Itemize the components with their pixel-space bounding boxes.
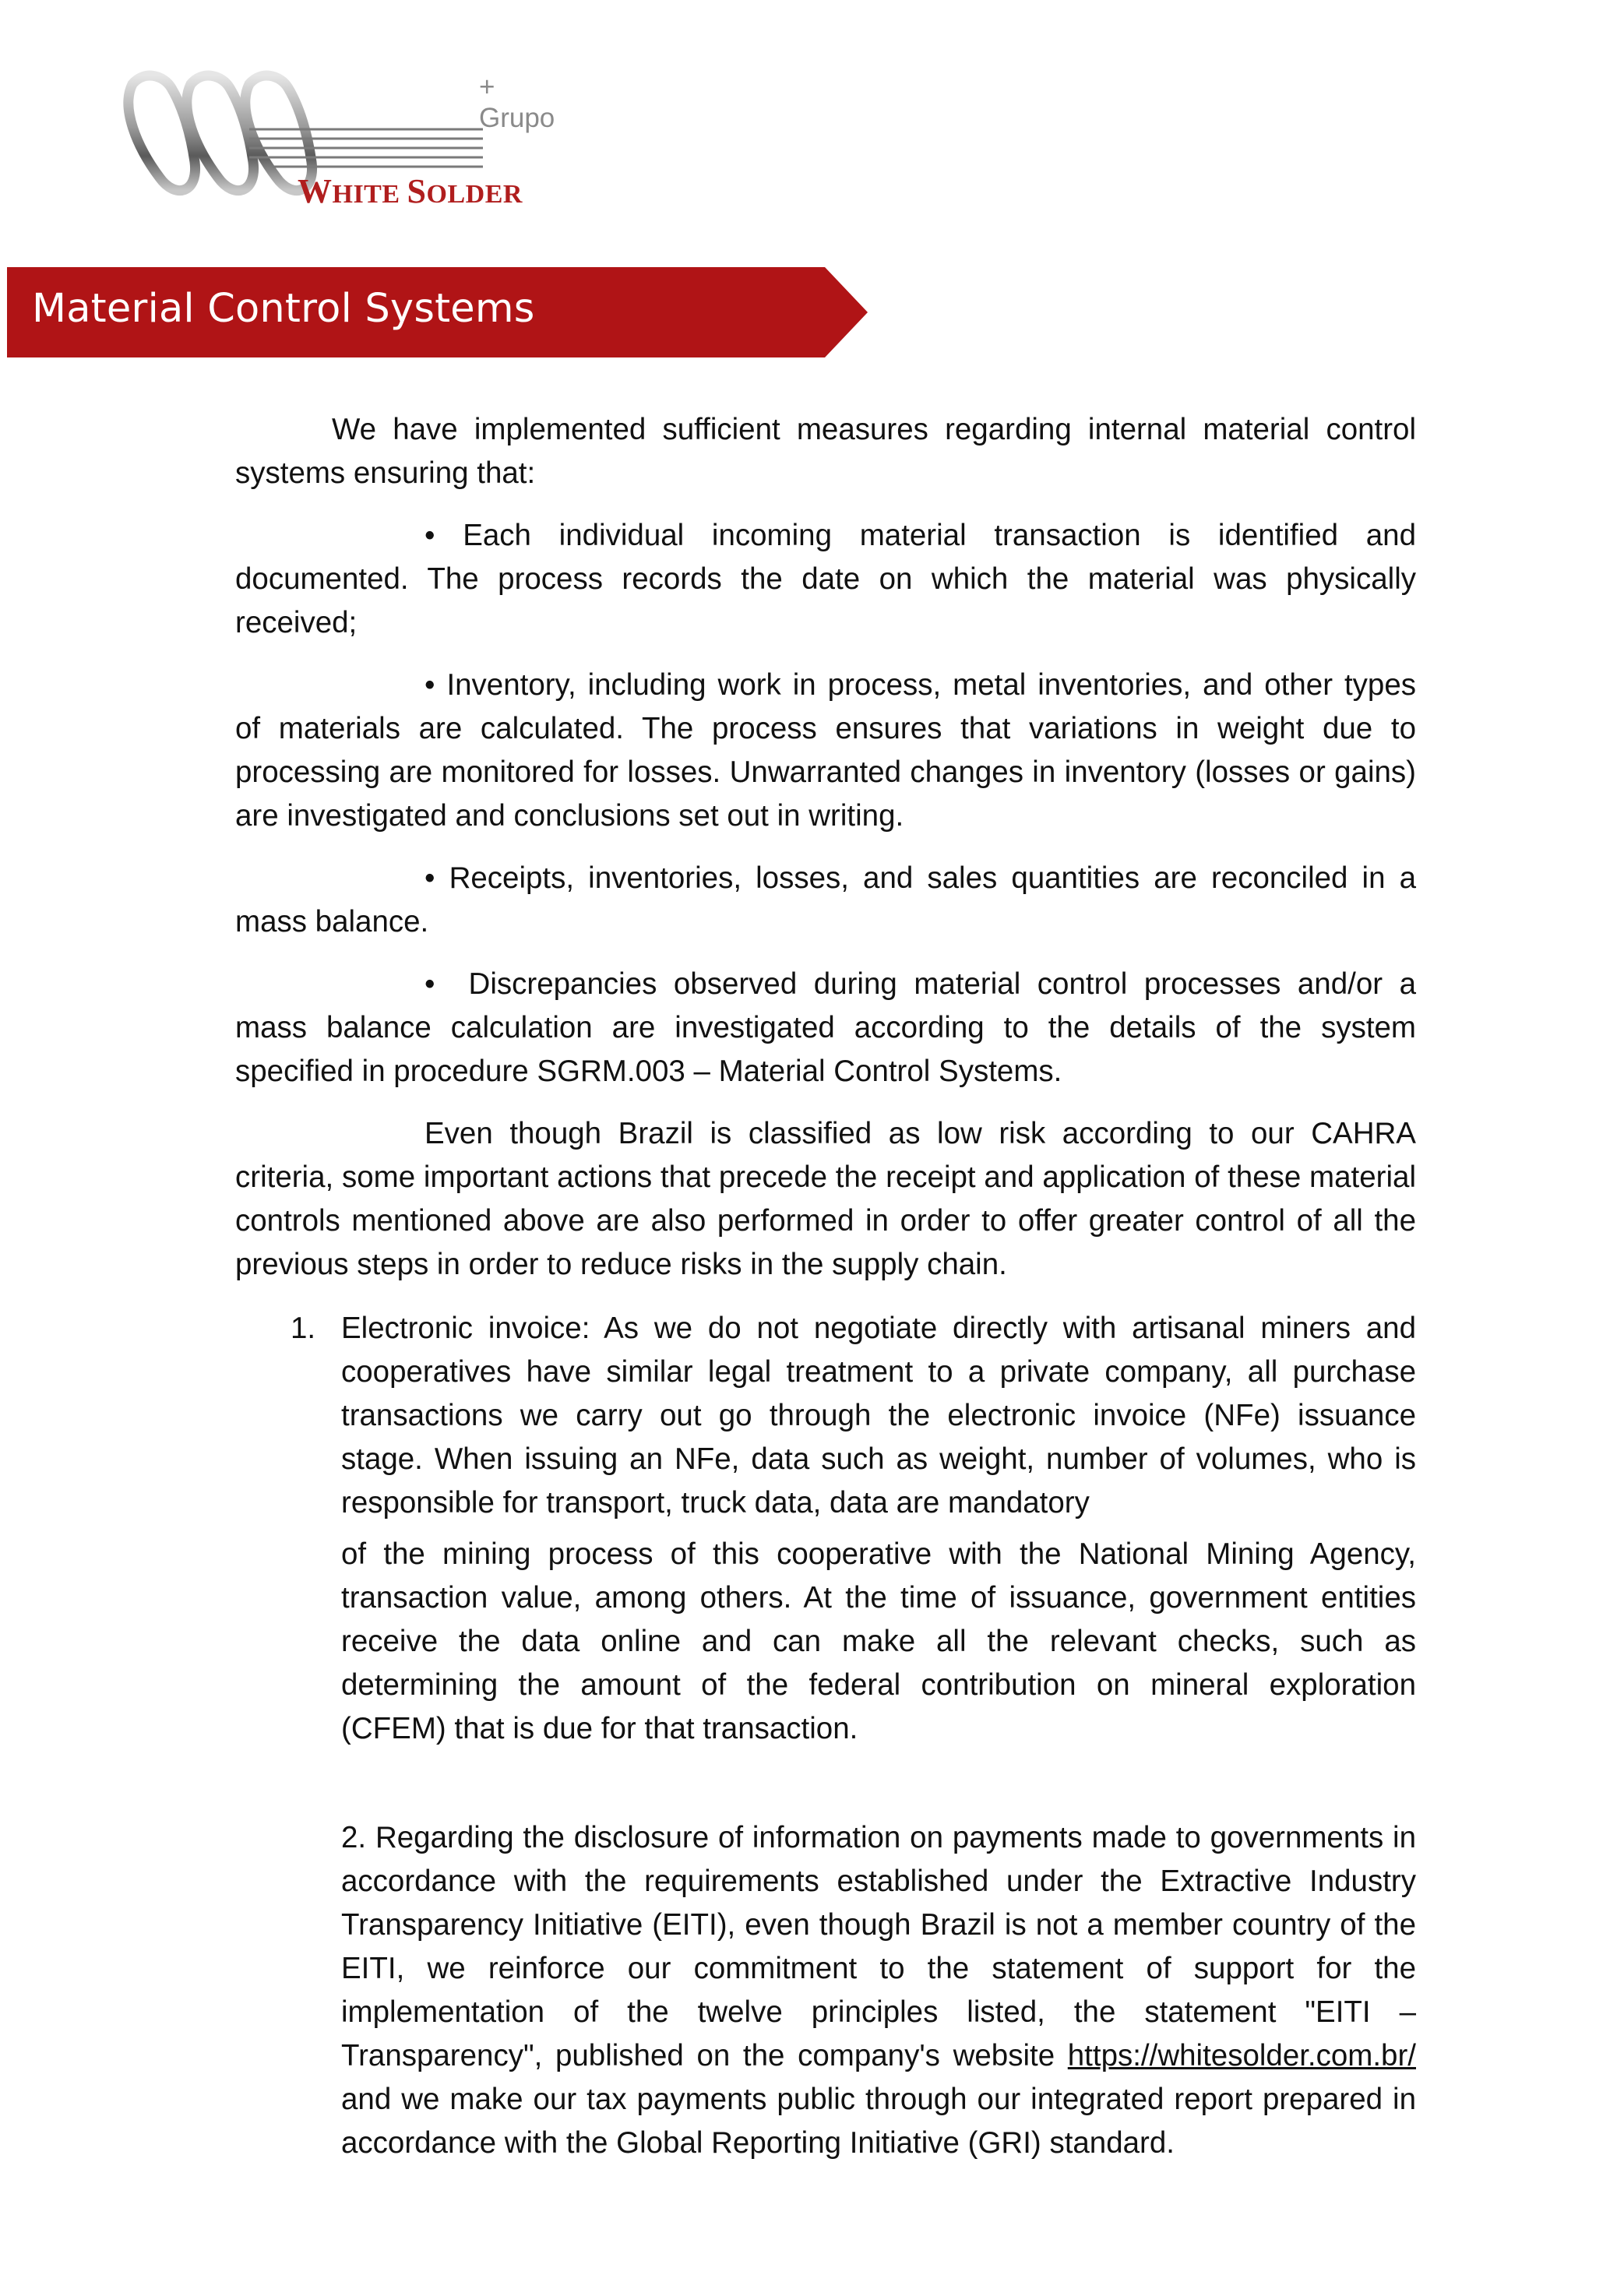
logo-grupo-text: + Grupo [479, 72, 555, 133]
bullet-item: • Inventory, including work in process, metal inventories, and other types of materials are calculated. The process ensures that variations in weight due to processing are monitored for losses. Unwarranted changes in inventory (losses or gains) are investigated and conclusions set out in writing. [235, 668, 1416, 833]
section-title: Material Control Systems [32, 286, 535, 332]
numbered-item-1 [235, 1307, 1416, 1751]
list-number: 1. [291, 1312, 316, 1345]
cahra-paragraph: Even though Brazil is classified as low risk according to our CAHRA criteria, some important actions that precede the receipt and application of these material controls mentioned above are also performed in order to offer greater control of all the previous steps in order to reduce risks in the supply chain. [235, 1117, 1416, 1281]
numbered-item-text: Electronic invoice: As we do not negotiate directly with artisanal miners and cooperatives have similar legal treatment to a private company, all purchase transactions we carry out go through the electronic invoice (NFe) issuance stage. When issuing an NFe, data such as weight, number of volumes, who is responsible for transport, truck data, data are mandatory [341, 1312, 1416, 1520]
intro-paragraph: We have implemented sufficient measures regarding internal material control systems ensuring that: [235, 413, 1416, 490]
list-number: 2. [341, 1821, 367, 1854]
company-logo [117, 61, 555, 217]
bullet-item: • Each individual incoming material transaction is identified and documented. The process records the date on which the material was physically received; [235, 519, 1416, 639]
numbered-item-text: of the mining process of this cooperative with the National Mining Agency, transaction value, among others. At the time of issuance, government entities receive the data online and can make all the relevant checks, such as determining the amount of the federal contribution on mineral exploration (CFEM) that is due for that transaction. [341, 1537, 1416, 1745]
bullet-item: • Receipts, inventories, losses, and sales quantities are reconciled in a mass balance. [235, 861, 1416, 938]
numbered-item-2 [235, 1816, 1416, 2165]
logo-brand-text: WHITE SOLDER [298, 172, 523, 210]
section-banner [7, 267, 868, 357]
document-body [235, 408, 1416, 2165]
website-link[interactable]: https://whitesolder.com.br/ [1067, 2039, 1416, 2072]
numbered-item-text: 2. Regarding the disclosure of information on payments made to governments in accordance with the requirements established under the Extractive Industry Transparency Initiative (EITI), even though Brazil is not a member country of the EITI, we reinforce our commitment to the statement of support for the implementation of the twelve principles listed, the statement "EITI – Transparency", published on the company's website https://whitesolder.com.br/ and we make our tax payments public through our integrated report prepared in accordance with the Global Reporting Initiative (GRI) standard. [341, 1821, 1416, 2160]
bullet-item: • Discrepancies observed during material control processes and/or a mass balance calculation are investigated according to the details of the system specified in procedure SGRM.003 – Material Control Systems. [235, 967, 1416, 1088]
